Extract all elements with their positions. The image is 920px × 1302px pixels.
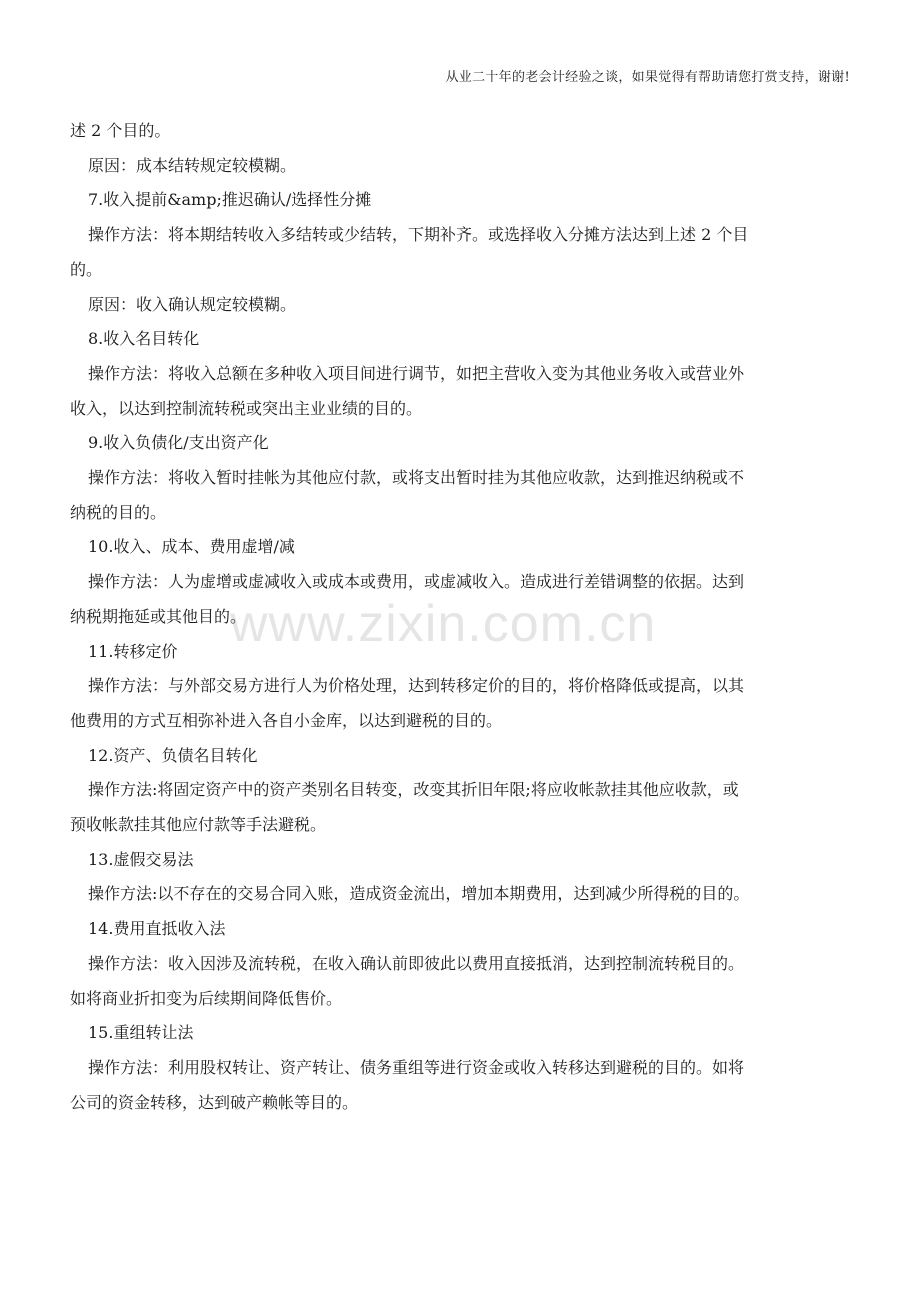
text-line: 纳税的目的。 [70,502,167,522]
text-line: 操作方法：将本期结转收入多结转或少结转，下期补齐。或选择收入分摊方法达到上述 2 个目 [88,225,749,245]
text-line: 15.重组转让法 [88,1023,194,1043]
text-line: 公司的资金转移，达到破产赖帐等目的。 [70,1092,359,1112]
text-line: 预收帐款挂其他应付款等手法避税。 [70,815,327,835]
text-line: 11.转移定价 [88,641,178,661]
text-line: 14.费用直抵收入法 [88,919,226,939]
watermark: www.zixin.com.cn [230,595,657,653]
text-line: 操作方法：与外部交易方进行人为价格处理，达到转移定价的目的，将价格降低或提高，以其 [88,676,745,696]
text-line: 如将商业折扣变为后续期间降低售价。 [70,988,343,1008]
text-line: 的。 [70,259,103,279]
text-line: 收入，以达到控制流转税或突出主业业绩的目的。 [70,398,423,418]
header-note: 从业二十年的老会计经验之谈，如果觉得有帮助请您打赏支持，谢谢! [445,70,850,85]
text-line: 述 2 个目的。 [70,121,171,140]
text-line: 原因：成本结转规定较模糊。 [88,155,297,175]
text-line: 纳税期拖延或其他目的。 [70,606,247,626]
text-line: 9.收入负债化/支出资产化 [88,433,269,453]
text-line: 操作方法：将收入总额在多种收入项目间进行调节，如把主营收入变为其他业务收入或营业外 [88,363,745,383]
text-line: 他费用的方式互相弥补进入各自小金库，以达到避税的目的。 [70,710,503,730]
text-line: 12.资产、负债名目转化 [88,745,258,765]
text-line: 操作方法：人为虚增或虚减收入或成本或费用，或虚减收入。造成进行差错调整的依据。达到 [88,572,745,592]
text-line: 操作方法：收入因涉及流转税，在收入确认前即彼此以费用直接抵消，达到控制流转税目的。 [88,953,745,973]
text-line: 原因：收入确认规定较模糊。 [88,294,297,314]
text-line: 操作方法:将固定资产中的资产类别名目转变，改变其折旧年限;将应收帐款挂其他应收款，或 [88,780,739,800]
text-line: 8.收入名目转化 [88,329,200,349]
text-line: 操作方法：利用股权转让、资产转让、债务重组等进行资金或收入转移达到避税的目的。如将 [88,1057,745,1077]
text-line: 13.虚假交易法 [88,849,194,869]
text-line: 操作方法：将收入暂时挂帐为其他应付款，或将支出暂时挂为其他应收款，达到推迟纳税或不 [88,468,745,488]
text-line: 10.收入、成本、费用虚增/减 [88,537,295,557]
text-line: 操作方法:以不存在的交易合同入账，造成资金流出，增加本期费用，达到减少所得税的目的。 [88,884,750,904]
text-line: 7.收入提前&amp;推迟确认/选择性分摊 [88,190,372,210]
document-body [70,114,852,1120]
